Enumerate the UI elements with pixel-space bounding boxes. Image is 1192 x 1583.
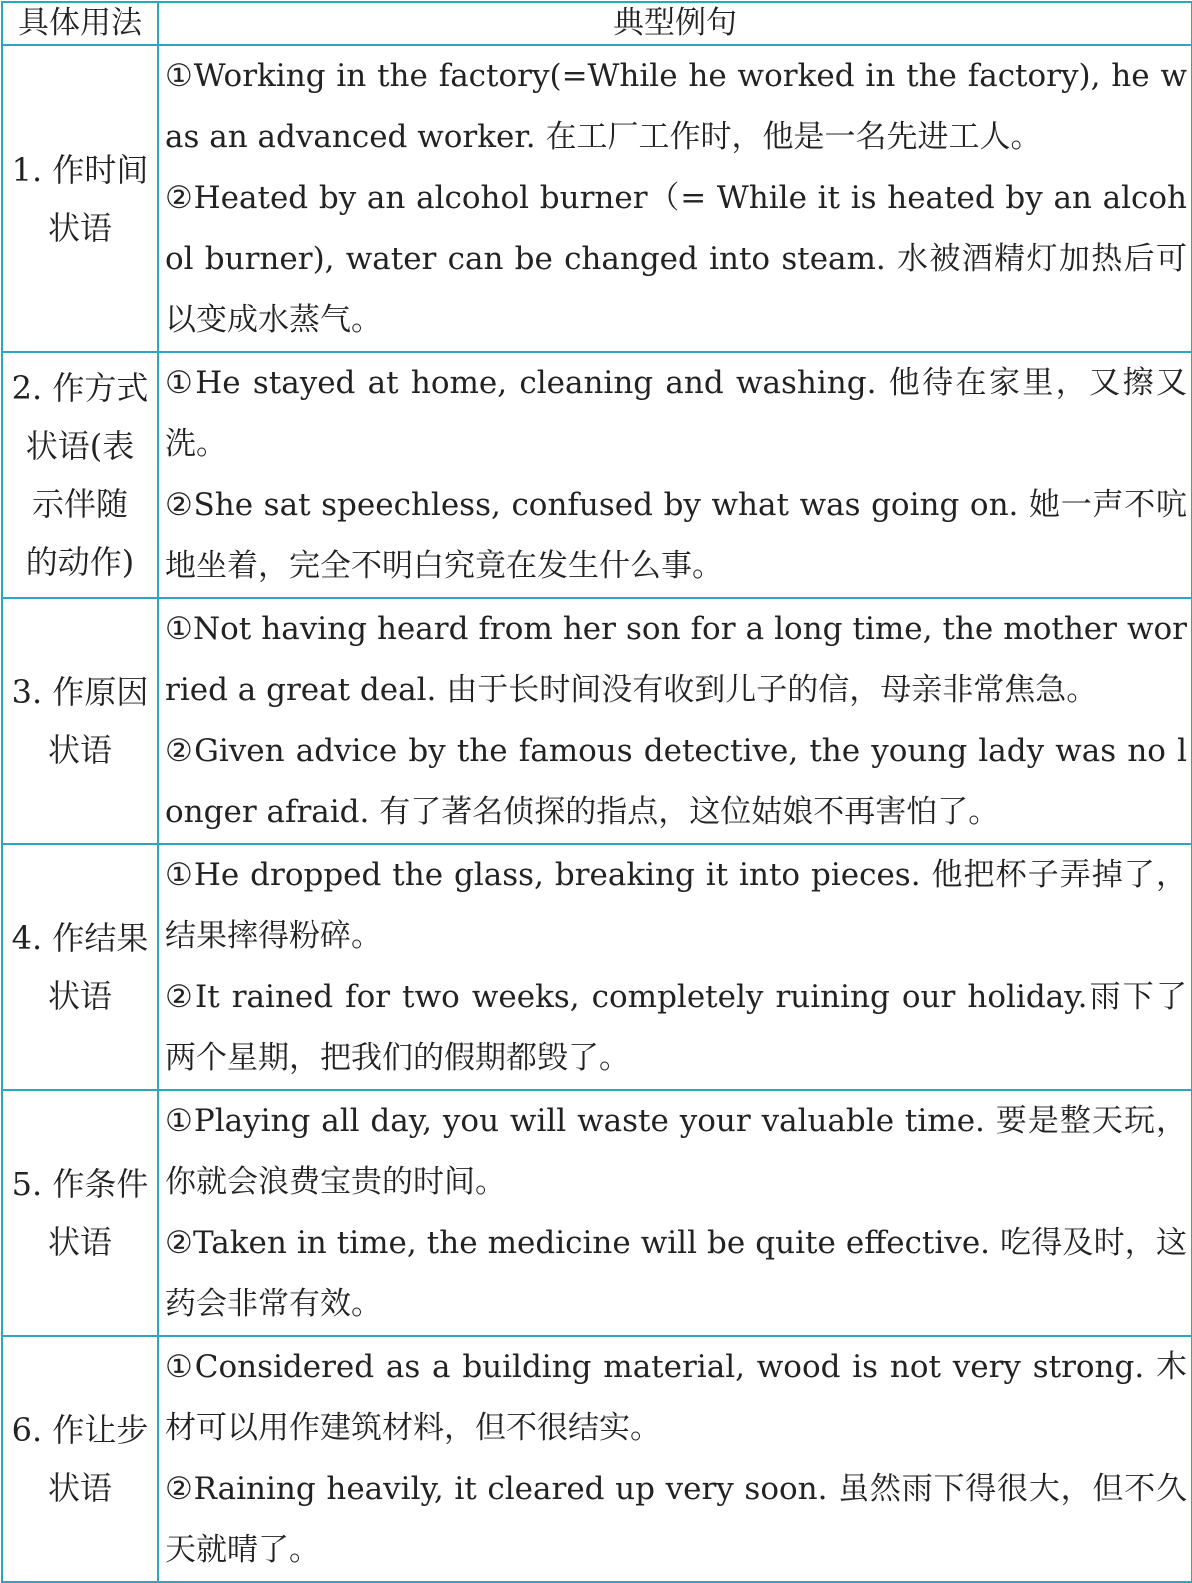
usage-cell (2, 598, 158, 844)
table-row (2, 45, 1192, 352)
table-row (2, 1090, 1192, 1336)
table-row (2, 598, 1192, 844)
example-sentence: ①He dropped the glass, breaking it into pieces. 他把杯子弄掉了，结果摔得粉碎。 (165, 857, 1187, 954)
example-sentence: ②Taken in time, the medicine will be quite effective. 吃得及时，这药会非常有效。 (165, 1225, 1187, 1322)
examples-cell (158, 45, 1192, 352)
usage-line: 3. 作原因 (11, 673, 149, 711)
table-row (2, 352, 1192, 598)
example-sentence: ②It rained for two weeks, completely ruining our holiday.雨下了两个星期，把我们的假期都毁了。 (165, 979, 1187, 1076)
usage-line: 状语 (47, 208, 112, 247)
usage-cell (2, 45, 158, 352)
usage-line: 2. 作方式 (11, 369, 149, 407)
example-sentence: ①Considered as a building material, wood is not very strong. 木材可以用作建筑材料，但不很结实。 (165, 1349, 1187, 1446)
examples-cell (158, 598, 1192, 844)
header-row (2, 2, 1192, 45)
examples-cell (158, 1336, 1192, 1582)
examples-cell (158, 1090, 1192, 1336)
example-sentence: ①He stayed at home, cleaning and washing. 他待在家里，又擦又洗。 (165, 365, 1187, 462)
usage-line: 的动作) (25, 543, 135, 581)
usage-line: 6. 作让步 (11, 1411, 149, 1449)
usage-line: 状语 (47, 1223, 112, 1261)
example-sentence: ②Raining heavily, it cleared up very soon. 虽然雨下得很大，但不久天就晴了。 (165, 1471, 1187, 1568)
table-row (2, 1336, 1192, 1582)
example-sentence: ①Working in the factory(=While he worked in the factory), he was an advanced worker. 在工厂工作时，他是一名先进工人。 (165, 58, 1187, 155)
usage-line: 示伴随 (31, 485, 128, 523)
examples-cell (158, 352, 1192, 598)
usage-line: 状语 (47, 731, 112, 769)
examples-cell (158, 844, 1192, 1090)
header-examples: 典型例句 (158, 2, 1192, 45)
usage-line: 状语(表 (25, 427, 135, 465)
example-sentence: ②Given advice by the famous detective, the young lady was no longer afraid. 有了著名侦探的指点，这位姑娘不再害怕了。 (165, 733, 1187, 830)
usage-line: 1. 作时间 (11, 150, 149, 189)
usage-cell (2, 352, 158, 598)
table-row (2, 844, 1192, 1090)
usage-cell (2, 844, 158, 1090)
example-sentence: ①Playing all day, you will waste your valuable time. 要是整天玩，你就会浪费宝贵的时间。 (165, 1103, 1187, 1200)
example-sentence: ①Not having heard from her son for a long time, the mother worried a great deal. 由于长时间没有收到儿子的信，母亲非常焦急。 (165, 611, 1187, 708)
usage-cell (2, 1090, 158, 1336)
example-sentence: ②Heated by an alcohol burner（= While it is heated by an alcohol burner), water can be changed into steam. 水被酒精灯加热后可以变成水蒸气。 (165, 180, 1187, 338)
usage-line: 4. 作结果 (11, 919, 149, 957)
usage-line: 5. 作条件 (11, 1165, 149, 1203)
grammar-table (1, 1, 1192, 1583)
header-usage: 具体用法 (2, 2, 158, 45)
usage-line: 状语 (47, 977, 112, 1015)
usage-line: 状语 (47, 1469, 112, 1507)
usage-cell (2, 1336, 158, 1582)
example-sentence: ②She sat speechless, confused by what was going on. 她一声不吭地坐着，完全不明白究竟在发生什么事。 (165, 487, 1187, 584)
